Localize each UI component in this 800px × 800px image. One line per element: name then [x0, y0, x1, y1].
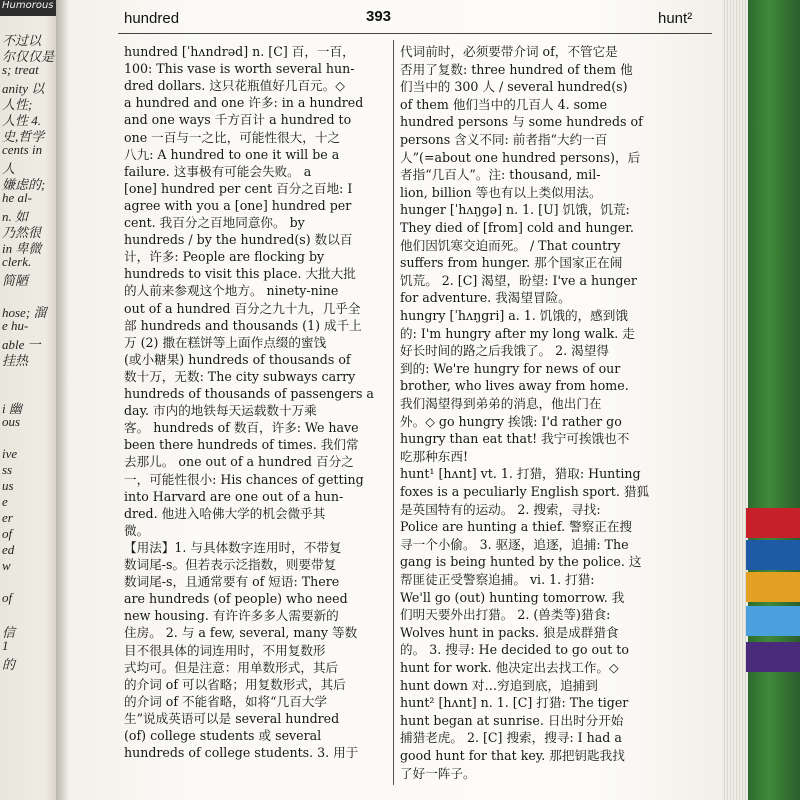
left-page-fragment: er — [2, 510, 13, 525]
left-page-fragment: 尔仅仅是 — [2, 49, 55, 64]
entry-line: 帮匪徒正受警察追捕。 vi. 1. 打猎: — [400, 572, 595, 587]
entry-line: for adventure. 我渴望冒险。 — [400, 290, 571, 306]
entry-line: suffers from hunger. 那个国家正在闹 — [400, 255, 623, 271]
entry-line: hunt² [hʌnt] n. 1. [C] 打猎: The tiger — [400, 695, 629, 711]
entry-line: agree with you a [one] hundred per — [124, 197, 352, 213]
left-page-fragment: ss — [2, 462, 13, 477]
entry-line: hundreds / by the hundred(s) 数以百 — [124, 232, 353, 248]
entry-line: 的介词 of 可以省略；用复数形式，其后 — [124, 676, 346, 692]
left-page-fragment: hose; 溜 — [2, 305, 47, 320]
entry-line: 的。 3. 搜寻: He decided to go out to — [400, 642, 629, 658]
entry-line: 们当中的 300 人 / several hundred(s) — [400, 79, 628, 95]
entry-line: 式均可。但是注意：用单数形式，其后 — [124, 659, 339, 675]
column-divider — [393, 40, 394, 785]
entry-line: hunger [ˈhʌŋgə] n. 1. [U] 饥饿，饥荒: — [400, 202, 630, 218]
entry-line: hundreds to visit this place. 大批大批 — [124, 266, 356, 282]
entry-line: failure. 这事极有可能会失败。 a — [124, 163, 312, 179]
entry-line: hunt for work. 他决定出去找工作。◇ — [400, 660, 619, 675]
left-page-fragment: ed — [2, 542, 15, 557]
left-page-fragment: 人性; — [2, 97, 33, 112]
entry-line: hundred persons 与 some hundreds of — [400, 114, 643, 130]
entry-line: been there hundreds of times. 我们常 — [124, 437, 359, 453]
left-page-fragment: n. 如 — [2, 209, 29, 224]
entry-line: 他们因饥寒交迫而死。 / That country — [400, 237, 621, 253]
entry-line: 饥荒。 2. [C] 渴望，盼望: I've a hunger — [400, 272, 637, 288]
index-tab — [746, 508, 800, 538]
left-page-fragment: 乃然很 — [2, 225, 42, 240]
left-page-fragment: 人 — [2, 161, 16, 176]
left-page-fragment: 简陋 — [2, 273, 29, 288]
entry-line: 部 hundreds and thousands (1) 成千上 — [124, 317, 362, 333]
entry-line: are hundreds (of people) who need — [124, 591, 348, 607]
index-tab — [746, 572, 800, 602]
entry-line: of them 他们当中的几百人 4. some — [400, 96, 608, 112]
entry-line: hundred [ˈhʌndrəd] n. [C] 百，一百， — [124, 44, 355, 59]
entry-line: 了好一阵子。 — [400, 765, 476, 781]
entry-line: 好长时间的路之后我饿了。 2. 渴望得 — [400, 343, 609, 359]
left-page-fragment: 1 — [2, 638, 9, 653]
entry-line: 外。◇ go hungry 挨饿: I'd rather go — [400, 413, 622, 429]
entry-line: 数十万，无数: The city subways carry — [124, 368, 356, 384]
entry-line: 的: I'm hungry after my long walk. 走 — [400, 325, 635, 341]
entry-line: lion, billion 等也有以上类似用法。 — [400, 184, 602, 200]
entry-line: 数词尾-s，且通常要有 of 短语: There — [124, 574, 340, 590]
entry-line: 数词尾-s。但若表示泛指数，则要带复 — [124, 557, 337, 572]
entry-line: into Harvard are one out of a hun- — [124, 488, 344, 504]
left-page-fragment: clerk. — [2, 254, 32, 269]
left-page-fragment: i 幽 — [2, 401, 22, 416]
entry-line: dred dollars. 这只花瓶值好几百元。◇ — [124, 78, 345, 94]
entry-line: foxes is a peculiarly English sport. 猎狐 — [400, 484, 650, 499]
entry-line: 捕猎老虎。 2. [C] 搜索，搜寻: I had a — [400, 730, 622, 746]
left-page-fragment: s; treat — [2, 62, 39, 77]
entry-line: hunt down 对…穷追到底，追捕到 — [400, 677, 598, 693]
entry-line: 者指“几百人”。注: thousand, mil- — [400, 167, 601, 183]
left-page-fragment: 信 — [2, 625, 16, 640]
entry-line: 客。 hundreds of 数百，许多: We have — [124, 420, 359, 436]
left-page-fragment: e — [2, 494, 8, 509]
entry-line: [one] hundred per cent 百分之百地: I — [124, 180, 353, 196]
entry-line: persons 含义不同: 前者指“大约一百 — [400, 132, 608, 147]
entry-line: 目不很具体的词连用时，不用复数形 — [124, 642, 326, 658]
entry-line: hungry than eat that! 我宁可挨饿也不 — [400, 431, 630, 447]
entry-line: one 一百与一之比，可能性很大，十之 — [124, 129, 341, 145]
left-page-fragment: 嫌虑的; — [2, 177, 46, 192]
header-left-word: hundred — [124, 10, 180, 27]
entry-line: and one ways 千方百计 a hundred to — [124, 112, 352, 128]
left-page-fragment: 史,哲学 — [2, 129, 45, 144]
entry-line: 吃那种东西! — [400, 448, 469, 464]
left-page-edge — [0, 0, 64, 800]
entry-line: out of a hundred 百分之九十九，几乎全 — [124, 300, 361, 316]
entry-line: hundreds of college students. 3. 用于 — [124, 745, 359, 761]
entry-line: 八九: A hundred to one it will be a — [124, 146, 340, 162]
left-page-fragment: in 卑微 — [2, 241, 42, 256]
left-page-fragment: of — [2, 526, 13, 541]
left-page-fragment: ous — [2, 414, 21, 429]
entry-line: 我们渴望得到弟弟的消息，他出门在 — [400, 396, 602, 411]
entry-line: 否用了复数: three hundred of them 他 — [400, 61, 633, 77]
entry-line: 代词前时，必须要带介词 of，不管它是 — [400, 44, 618, 59]
entry-line: They died of [from] cold and hunger. — [400, 220, 634, 235]
left-page-fragment: he al- — [2, 190, 32, 205]
entry-line: brother, who lives away from home. — [400, 378, 629, 394]
entry-line: 生”说成英语可以是 several hundred — [124, 710, 340, 726]
entry-line: 寻一个小偷。 3. 驱逐，追逐，追捕: The — [400, 536, 629, 552]
entry-line: hunt¹ [hʌnt] vt. 1. 打猎，猎取: Hunting — [400, 466, 641, 482]
left-page-fragment: of — [2, 590, 13, 605]
entry-line: 人”(=about one hundred persons)，后 — [400, 149, 641, 165]
index-tab — [746, 540, 800, 570]
entry-line: hunt began at sunrise. 日出时分开始 — [400, 712, 624, 728]
left-page-corner-label: Humorous — [0, 0, 58, 16]
entry-line: 去那儿。 one out of a hundred 百分之 — [124, 454, 354, 470]
entry-line: 们明天要外出打猎。 2. (兽类等)猎食: — [400, 607, 611, 623]
header-rule — [118, 33, 712, 34]
left-page-fragment: 不过以 — [2, 33, 42, 48]
entry-line: We'll go (out) hunting tomorrow. 我 — [400, 589, 625, 605]
entry-line: 【用法】1. 与具体数字连用时，不带复 — [124, 539, 342, 555]
left-page-fragment: w — [2, 558, 11, 573]
left-page-fragment: anity 以 — [2, 81, 45, 96]
left-page-fragment: us — [2, 478, 14, 493]
entry-line: 100: This vase is worth several hun- — [124, 61, 355, 77]
entry-line: 是英国特有的运动。 2. 搜索，寻找: — [400, 501, 601, 517]
left-page-fragment: 人性 4. — [2, 113, 42, 128]
left-page-fragment: e hu- — [2, 318, 29, 333]
left-page-fragment: 挂热 — [2, 353, 29, 368]
entry-line: 住房。 2. 与 a few, several, many 等数 — [124, 625, 358, 641]
book-cover-edge — [748, 0, 800, 800]
index-tab — [746, 642, 800, 672]
entry-line: 一，可能性很小: His chances of getting — [124, 471, 364, 487]
entry-line: (of) college students 或 several — [124, 728, 322, 743]
entry-line: hungry [ˈhʌŋgri] a. 1. 饥饿的，感到饿 — [400, 308, 628, 323]
left-page-fragment: ive — [2, 446, 18, 461]
left-page-fragment: cents in — [2, 142, 43, 157]
entry-line: 微。 — [124, 522, 150, 538]
entry-line: Police are hunting a thief. 警察正在搜 — [400, 519, 633, 535]
entry-line: gang is being hunted by the police. 这 — [400, 554, 642, 570]
entry-line: 的介词 of 不能省略，如将“几百大学 — [124, 693, 328, 709]
entry-line: 万 (2) 撒在糕饼等上面作点缀的蜜饯 — [124, 334, 327, 350]
header-right-word: hunt² — [658, 10, 693, 27]
entry-line: 的人前来参观这个地方。 ninety-nine — [124, 283, 339, 299]
left-page-fragment: 的 — [2, 657, 16, 672]
left-page-fragment: able 一 — [2, 337, 41, 352]
entry-line: a hundred and one 许多: in a hundred — [124, 95, 364, 111]
entry-line: hundreds of thousands of passengers a — [124, 386, 374, 401]
entry-line: 到的: We're hungry for news of our — [400, 360, 621, 376]
index-tab — [746, 606, 800, 636]
entry-line: new housing. 有许许多多人需要新的 — [124, 608, 339, 624]
entry-line: day. 市内的地铁每天运载数十万乘 — [124, 403, 317, 419]
entry-line: Wolves hunt in packs. 狼是成群猎食 — [400, 624, 619, 640]
entry-line: cent. 我百分之百地同意你。 by — [124, 215, 305, 230]
entry-line: 计，许多: People are flocking by — [124, 249, 325, 265]
entry-line: good hunt for that key. 那把钥匙我找 — [400, 748, 625, 763]
page-number: 393 — [366, 8, 392, 25]
entry-line: dred. 他进入哈佛大学的机会微乎其 — [124, 505, 326, 521]
entry-line: (或小糖果) hundreds of thousands of — [124, 351, 351, 367]
